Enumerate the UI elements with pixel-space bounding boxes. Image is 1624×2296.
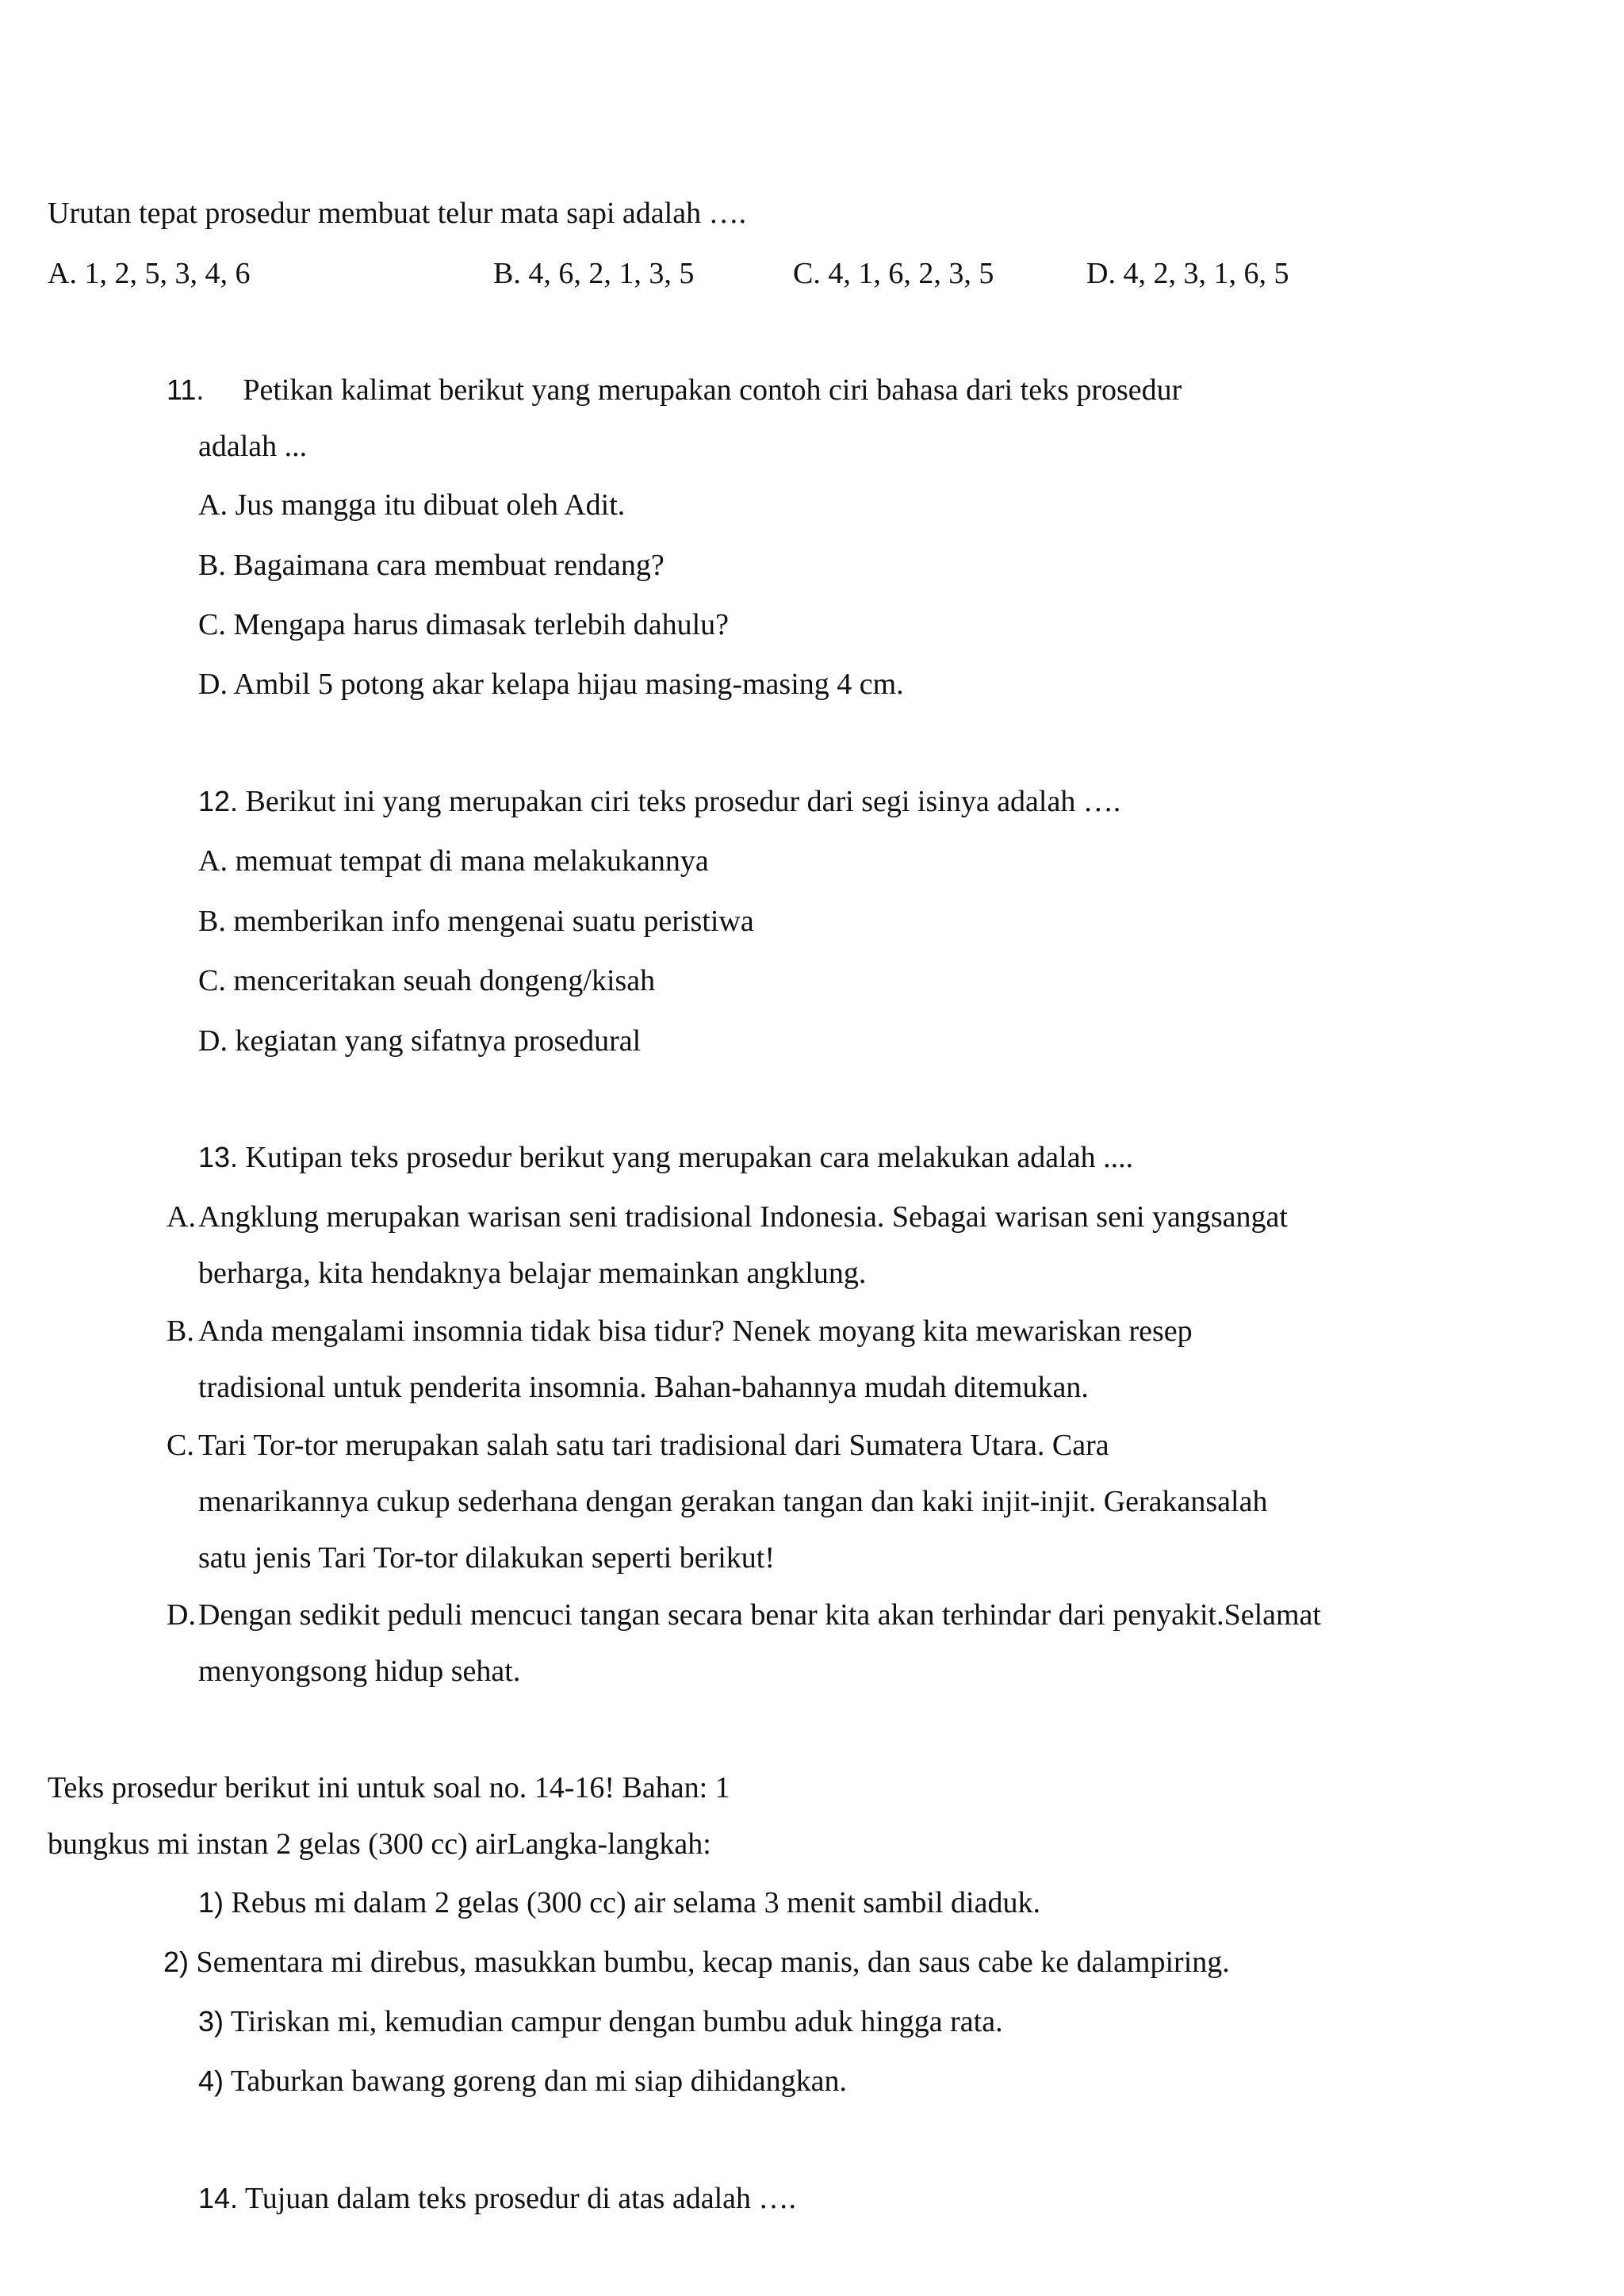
option-c [198, 607, 729, 643]
option-text: menceritakan seuah dongeng/kisah [233, 964, 656, 997]
question-number: 13. [198, 1141, 239, 1173]
step-number: 3) [198, 2005, 224, 2038]
option-b [167, 1313, 1193, 1349]
question-number: 11. [167, 373, 205, 406]
option-letter: A. [198, 488, 228, 522]
step-text: Taburkan bawang goreng dan mi siap dihidangkan. [230, 2064, 848, 2098]
option-a: A. 1, 2, 5, 3, 4, 6 [48, 257, 251, 290]
option-text: Angklung merupakan warisan seni tradisional Indonesia. Sebagai warisan seni yangsangat [198, 1200, 1288, 1234]
question-text: Urutan tepat prosedur membuat telur mata sapi adalah …. [48, 197, 747, 230]
option-text: Jus mangga itu dibuat oleh Adit. [235, 488, 626, 522]
option-letter: D. [198, 668, 228, 701]
option-d [198, 666, 904, 702]
option-b [198, 547, 665, 584]
step-text: Sementara mi direbus, masukkan bumbu, kecap manis, dan saus cabe ke dalampiring. [196, 1946, 1230, 1979]
option-letter: B. [198, 905, 226, 938]
step-item [163, 1944, 1230, 1980]
option-letter: A. [198, 844, 228, 878]
option-letter: D. [167, 1598, 196, 1632]
step-item [198, 1885, 1040, 1921]
option-d: D. 4, 2, 3, 1, 6, 5 [1086, 257, 1289, 290]
option-letter: C. [198, 964, 226, 997]
passage-intro-cont: bungkus mi instan 2 gelas (300 cc) airLangka-langkah: [48, 1827, 711, 1861]
option-letter: A. [167, 1200, 196, 1234]
step-text: Rebus mi dalam 2 gelas (300 cc) air selama 3 menit sambil diaduk. [231, 1886, 1040, 1919]
option-b-cont: tradisional untuk penderita insomnia. Bahan-bahannya mudah ditemukan. [198, 1371, 1089, 1404]
question-text: Petikan kalimat berikut yang merupakan contoh ciri bahasa dari teks prosedur [243, 373, 1182, 407]
option-d-cont: menyongsong hidup sehat. [198, 1655, 521, 1688]
passage-intro: Teks prosedur berikut ini untuk soal no. 14-16! Bahan: 1 [48, 1771, 730, 1804]
option-a [198, 487, 625, 523]
step-number: 4) [198, 2064, 224, 2097]
option-b: B. 4, 6, 2, 1, 3, 5 [493, 257, 695, 290]
option-letter: C. [167, 1429, 194, 1462]
option-c [198, 962, 655, 999]
option-c-cont: menarikannya cukup sederhana dengan gerakan tangan dan kaki injit-injit. Gerakansalah [198, 1485, 1268, 1518]
option-a-cont: berharga, kita hendaknya belajar memainkan angklung. [198, 1257, 867, 1290]
question-number: 14. [198, 2182, 239, 2214]
question-text: Tujuan dalam teks prosedur di atas adalah …. [244, 2182, 796, 2215]
option-text: Mengapa harus dimasak terlebih dahulu? [233, 608, 730, 641]
question-text: Kutipan teks prosedur berikut yang merupakan cara melakukan adalah .... [245, 1141, 1134, 1174]
option-letter: D. [198, 1024, 228, 1058]
question-number: 12. [198, 785, 239, 817]
question-12 [198, 783, 1120, 820]
step-text: Tiriskan mi, kemudian campur dengan bumbu aduk hingga rata. [230, 2005, 1003, 2038]
question-14 [198, 2180, 796, 2217]
step-number: 1) [198, 1886, 224, 1919]
step-number: 2) [163, 1946, 190, 1978]
question-11 [167, 372, 1182, 408]
option-text: Ambil 5 potong akar kelapa hijau masing-masing 4 cm. [233, 668, 904, 701]
option-letter: B. [167, 1314, 194, 1348]
option-b [198, 903, 754, 939]
question-13 [198, 1139, 1133, 1176]
option-letter: B. [198, 549, 226, 582]
option-c: C. 4, 1, 6, 2, 3, 5 [793, 257, 994, 290]
option-letter: C. [198, 608, 226, 641]
option-a [198, 843, 709, 879]
step-item [198, 2003, 1003, 2040]
option-text: Tari Tor-tor merupakan salah satu tari tradisional dari Sumatera Utara. Cara [198, 1429, 1109, 1462]
option-c [167, 1427, 1109, 1464]
option-text: Bagaimana cara membuat rendang? [233, 549, 665, 582]
step-item [198, 2063, 847, 2099]
option-text: memuat tempat di mana melakukannya [235, 844, 709, 878]
option-text: memberikan info mengenai suatu peristiwa [233, 905, 754, 938]
option-c-cont: satu jenis Tari Tor-tor dilakukan seperti berikut! [198, 1541, 775, 1575]
option-d [167, 1597, 1321, 1633]
question-text-cont: adalah ... [198, 430, 308, 463]
option-text: Dengan sedikit peduli mencuci tangan secara benar kita akan terhindar dari penyakit.Selamat [198, 1598, 1321, 1632]
option-a [167, 1199, 1288, 1235]
option-text: Anda mengalami insomnia tidak bisa tidur? Nenek moyang kita mewariskan resep [198, 1314, 1193, 1348]
option-text: kegiatan yang sifatnya prosedural [235, 1024, 642, 1058]
option-d [198, 1023, 641, 1059]
question-text: Berikut ini yang merupakan ciri teks prosedur dari segi isinya adalah …. [245, 785, 1121, 818]
